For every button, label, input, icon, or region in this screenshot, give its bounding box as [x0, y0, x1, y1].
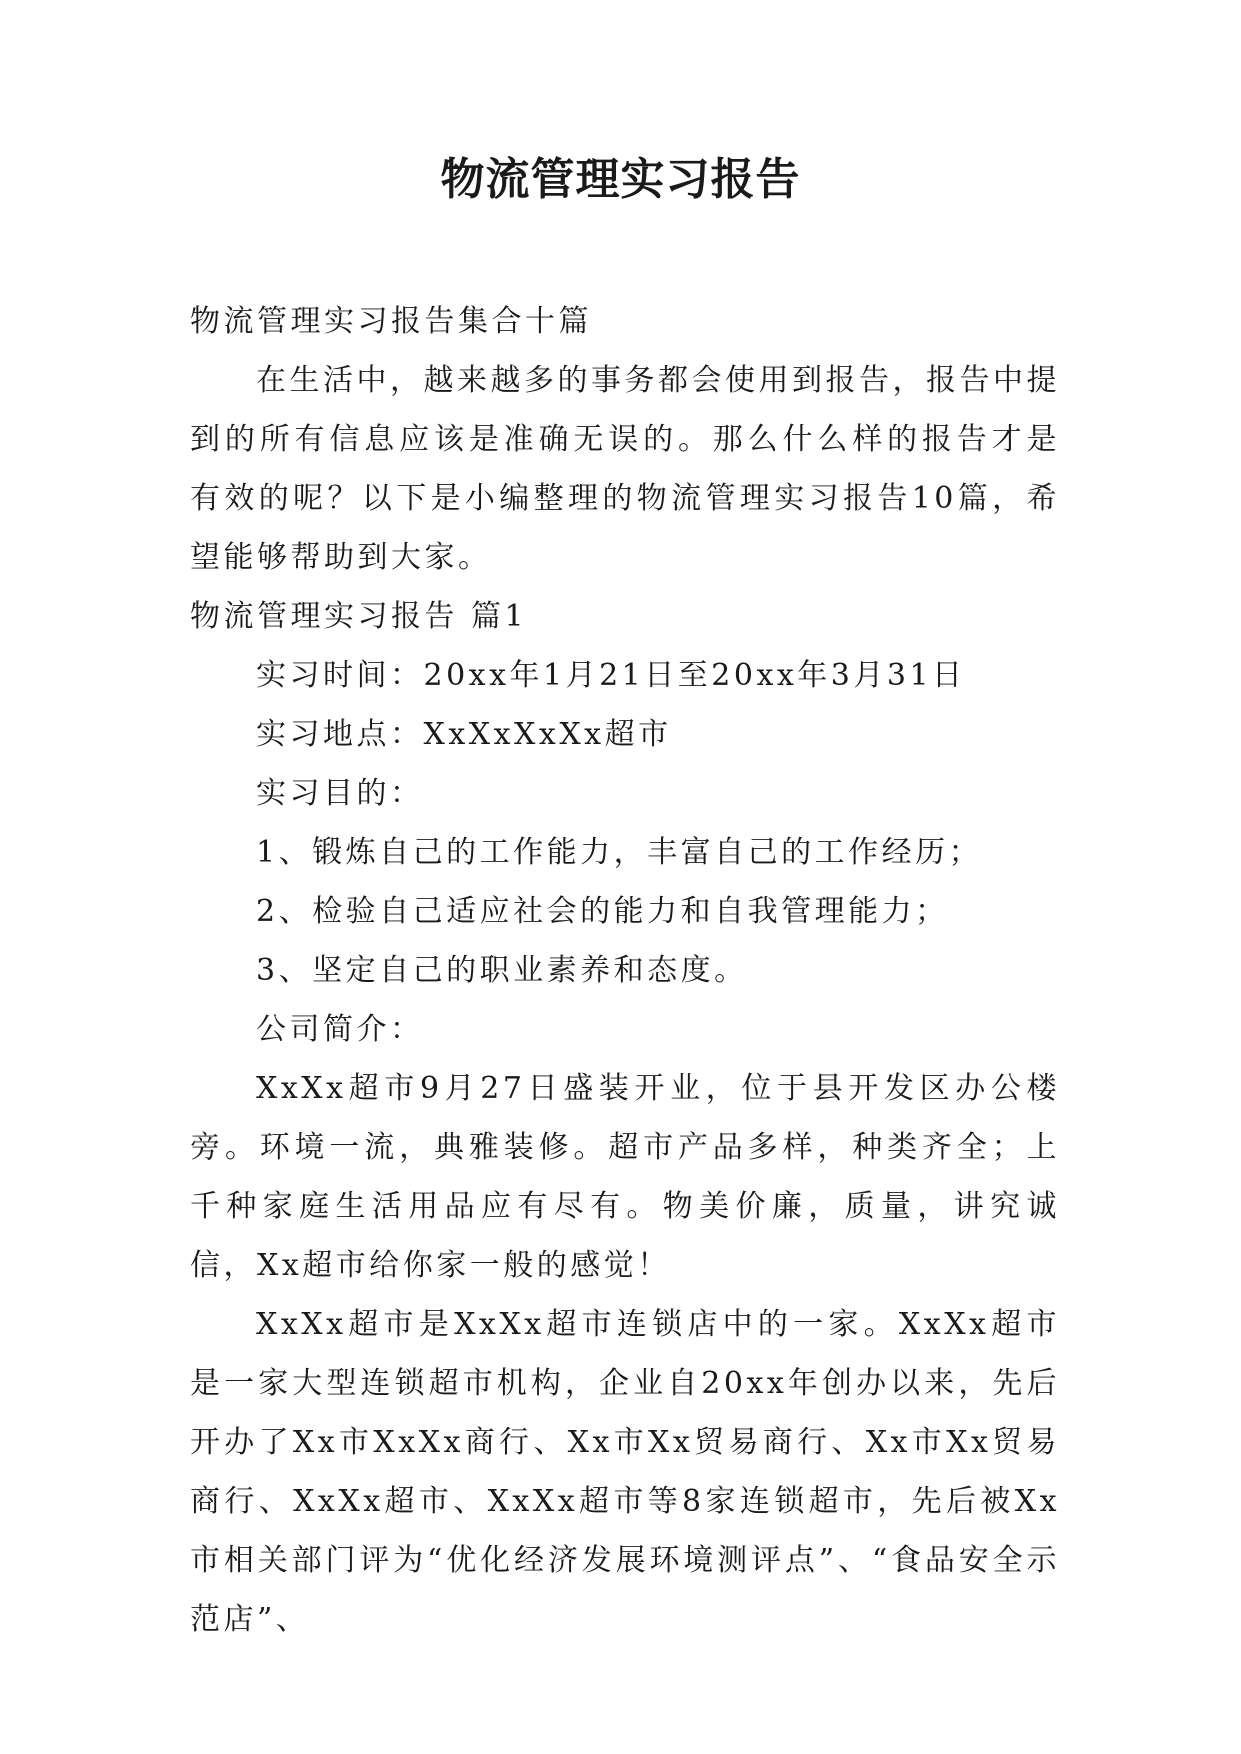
- internship-time: 实习时间：20xx年1月21日至20xx年3月31日: [256, 658, 966, 693]
- purpose-heading: 实习目的：: [256, 776, 424, 811]
- internship-place: 实习地点：XxXxXxXx超市: [256, 717, 672, 752]
- section-heading: 物流管理实习报告 篇1: [190, 599, 528, 634]
- company-paragraph: XxXx超市9月27日盛装开业，位于县开发区办公楼旁。环境一流，典雅装修。超市产品多样，种类齐全；上千种家庭生活用品应有尽有。物美价廉，质量，讲究诚信，Xx超市给你家一般的感觉！: [190, 1071, 1060, 1283]
- document-subtitle: 物流管理实习报告集合十篇: [190, 304, 592, 339]
- company-paragraph: XxXx超市是XxXx超市连锁店中的一家。XxXx超市是一家大型连锁超市机构，企业自20xx年创办以来，先后开办了Xx市XxXx商行、Xx市Xx贸易商行、Xx市Xx贸易商行、XxXx超市、XxXx超市等8家连锁超市，先后被Xx市相关部门评为“优化经济发展环境测评点”、“食品安全示范店”、: [190, 1307, 1060, 1637]
- document-body: [190, 292, 1060, 1649]
- intro-paragraph: 在生活中，越来越多的事务都会使用到报告，报告中提到的所有信息应该是准确无误的。那么什么样的报告才是有效的呢？以下是小编整理的物流管理实习报告10篇，希望能够帮助到大家。: [190, 363, 1060, 575]
- purpose-item: 1、锻炼自己的工作能力，丰富自己的工作经历；: [256, 835, 983, 870]
- purpose-item: 2、检验自己适应社会的能力和自我管理能力；: [256, 894, 949, 929]
- purpose-item: 3、坚定自己的职业素养和态度。: [256, 953, 748, 988]
- company-heading: 公司简介：: [256, 1012, 424, 1047]
- document-title: 物流管理实习报告: [440, 154, 801, 205]
